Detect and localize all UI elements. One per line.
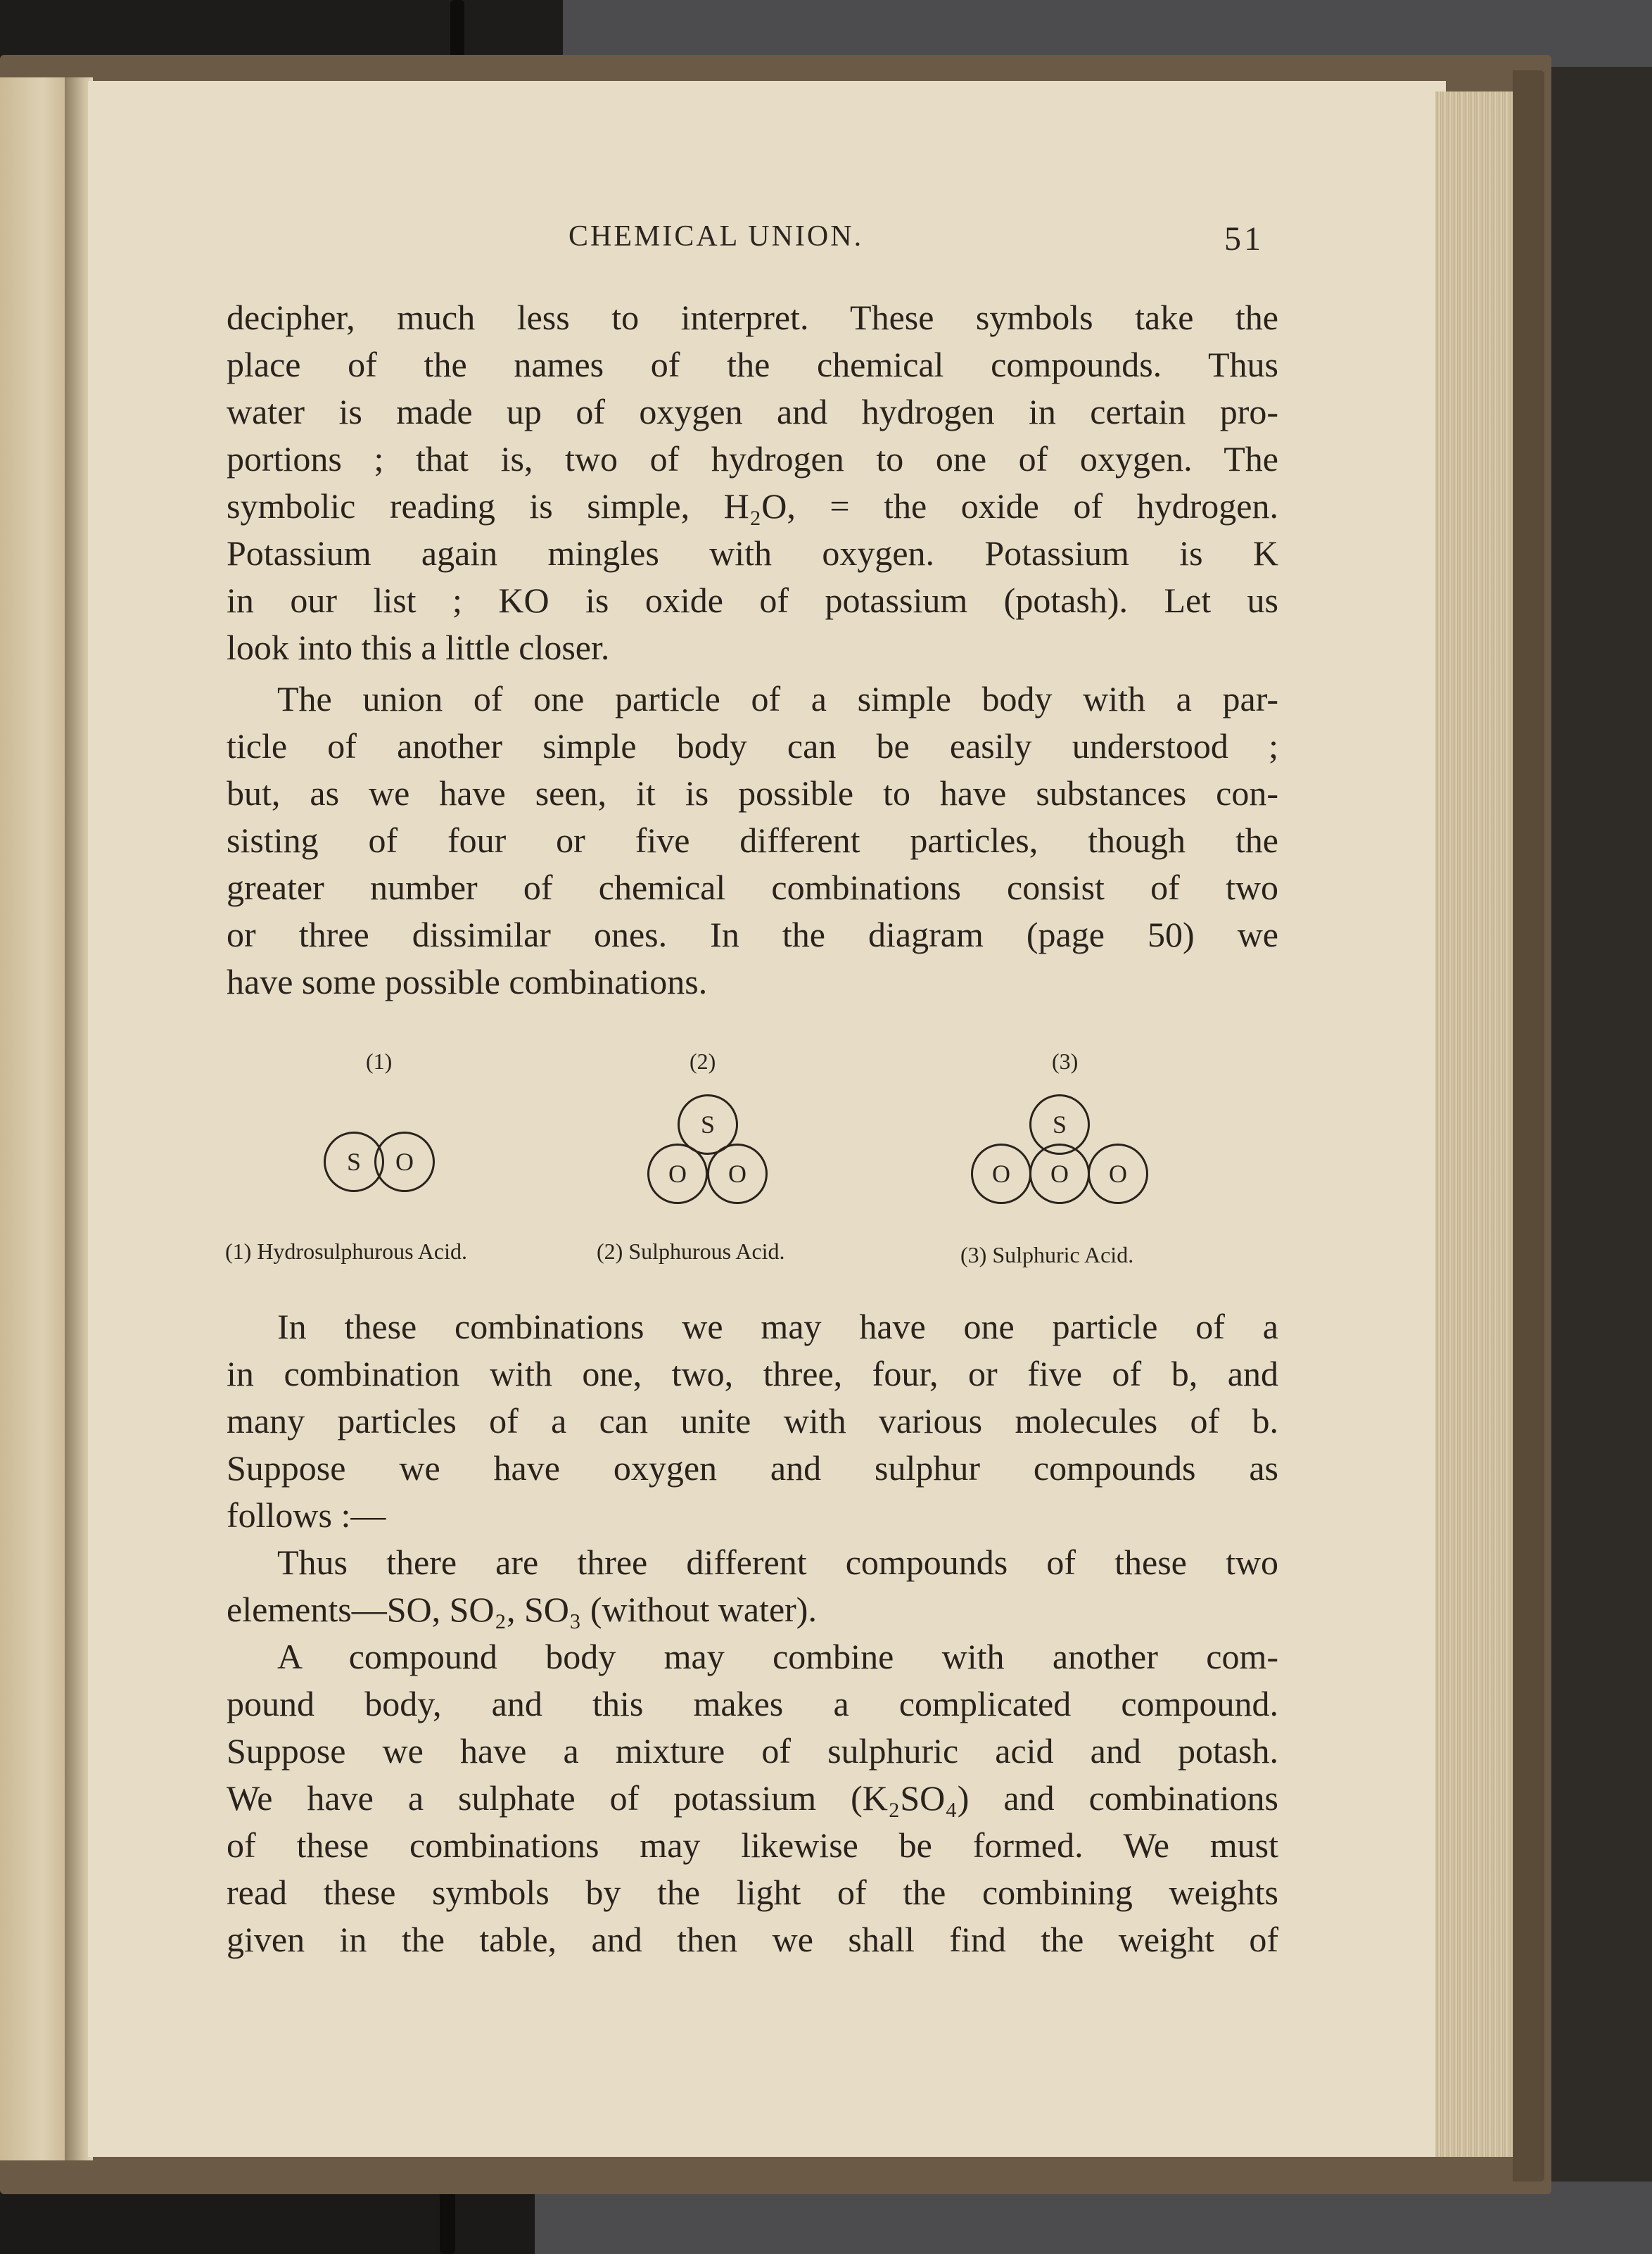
text-line: symbolic reading is simple, H₂O, = the oxide of hydrogen. (227, 486, 1278, 526)
atom-o: O (647, 1144, 708, 1204)
atom-s: S (1029, 1094, 1090, 1155)
text-line: ticle of another simple body can be easily understood ; (227, 726, 1278, 766)
text-line: in combination with one, two, three, four, or five of b, and (227, 1354, 1278, 1393)
molecule-diagrams (225, 1049, 1281, 1281)
text-line: given in the table, and then we shall find the weight of (227, 1920, 1278, 1959)
text-line: follows :— (227, 1495, 386, 1535)
text-line: of these combinations may likewise be formed. We must (227, 1825, 1278, 1865)
text-line: We have a sulphate of potassium (K₂SO₄) and combinations (227, 1778, 1278, 1818)
atom-o: O (707, 1144, 768, 1204)
figure-2-number: (2) (690, 1049, 716, 1074)
stand-rod-top (450, 0, 464, 63)
page-edges (1435, 91, 1513, 2157)
atom-o: O (971, 1144, 1031, 1204)
text-line: read these symbols by the light of the combining weights (227, 1873, 1278, 1912)
text-line: look into this a little closer. (227, 628, 610, 667)
book-cover-edge (1513, 70, 1544, 2182)
text-line: sisting of four or five different particles, though the (227, 821, 1278, 860)
page-number: 51 (1224, 220, 1264, 258)
paragraph-3 (227, 1303, 1278, 1963)
text-line: portions ; that is, two of hydrogen to one of oxygen. The (227, 439, 1278, 479)
text-line: place of the names of the chemical compounds. Thus (227, 345, 1278, 384)
text-line: in our list ; KO is oxide of potassium (potash). Let us (227, 581, 1278, 620)
figure-1-caption: (1) Hydrosulphurous Acid. (225, 1239, 467, 1264)
figure-3-caption: (3) Sulphuric Acid. (960, 1242, 1134, 1267)
text-line: many particles of a can unite with various molecules of b. (227, 1401, 1278, 1441)
stand-rod-bottom (440, 2189, 455, 2254)
figure-1-number: (1) (366, 1049, 393, 1074)
atom-o: O (1029, 1144, 1090, 1204)
atom-o: O (374, 1132, 435, 1192)
running-head: CHEMICAL UNION. (568, 220, 864, 253)
atom-o: O (1088, 1144, 1148, 1204)
text-line: decipher, much less to interpret. These symbols take the (227, 298, 1278, 337)
text-line: greater number of chemical combinations consist of two (227, 868, 1278, 907)
left-page (0, 77, 70, 2160)
text-line: but, as we have seen, it is possible to have substances con- (227, 773, 1278, 813)
text-line: A compound body may combine with another com- (277, 1637, 1278, 1676)
text-line: In these combinations we may have one particle of a (277, 1307, 1278, 1346)
text-line: water is made up of oxygen and hydrogen in certain pro- (227, 392, 1278, 431)
atom-s: S (324, 1132, 384, 1192)
background-dark (0, 0, 577, 63)
text-line: The union of one particle of a simple body with a par- (277, 679, 1278, 718)
text-line: or three dissimilar ones. In the diagram (page 50) we (227, 915, 1278, 954)
figure-2-caption: (2) Sulphurous Acid. (597, 1239, 785, 1264)
text-line: pound body, and this makes a complicated compound. (227, 1684, 1278, 1723)
text-line: Suppose we have oxygen and sulphur compounds as (227, 1448, 1278, 1488)
text-line: have some possible combinations. (227, 962, 708, 1001)
paragraph-2 (227, 676, 1278, 1006)
atom-s: S (678, 1094, 738, 1155)
text-line: Potassium again mingles with oxygen. Potassium is K (227, 533, 1278, 573)
text-line: Thus there are three different compounds of these two (277, 1543, 1278, 1582)
figure-3-number: (3) (1052, 1049, 1079, 1074)
paragraph-1 (227, 294, 1278, 671)
text-line: elements—SO, SO₂, SO₃ (without water). (227, 1590, 817, 1629)
text-line: Suppose we have a mixture of sulphuric acid and potash. (227, 1731, 1278, 1771)
